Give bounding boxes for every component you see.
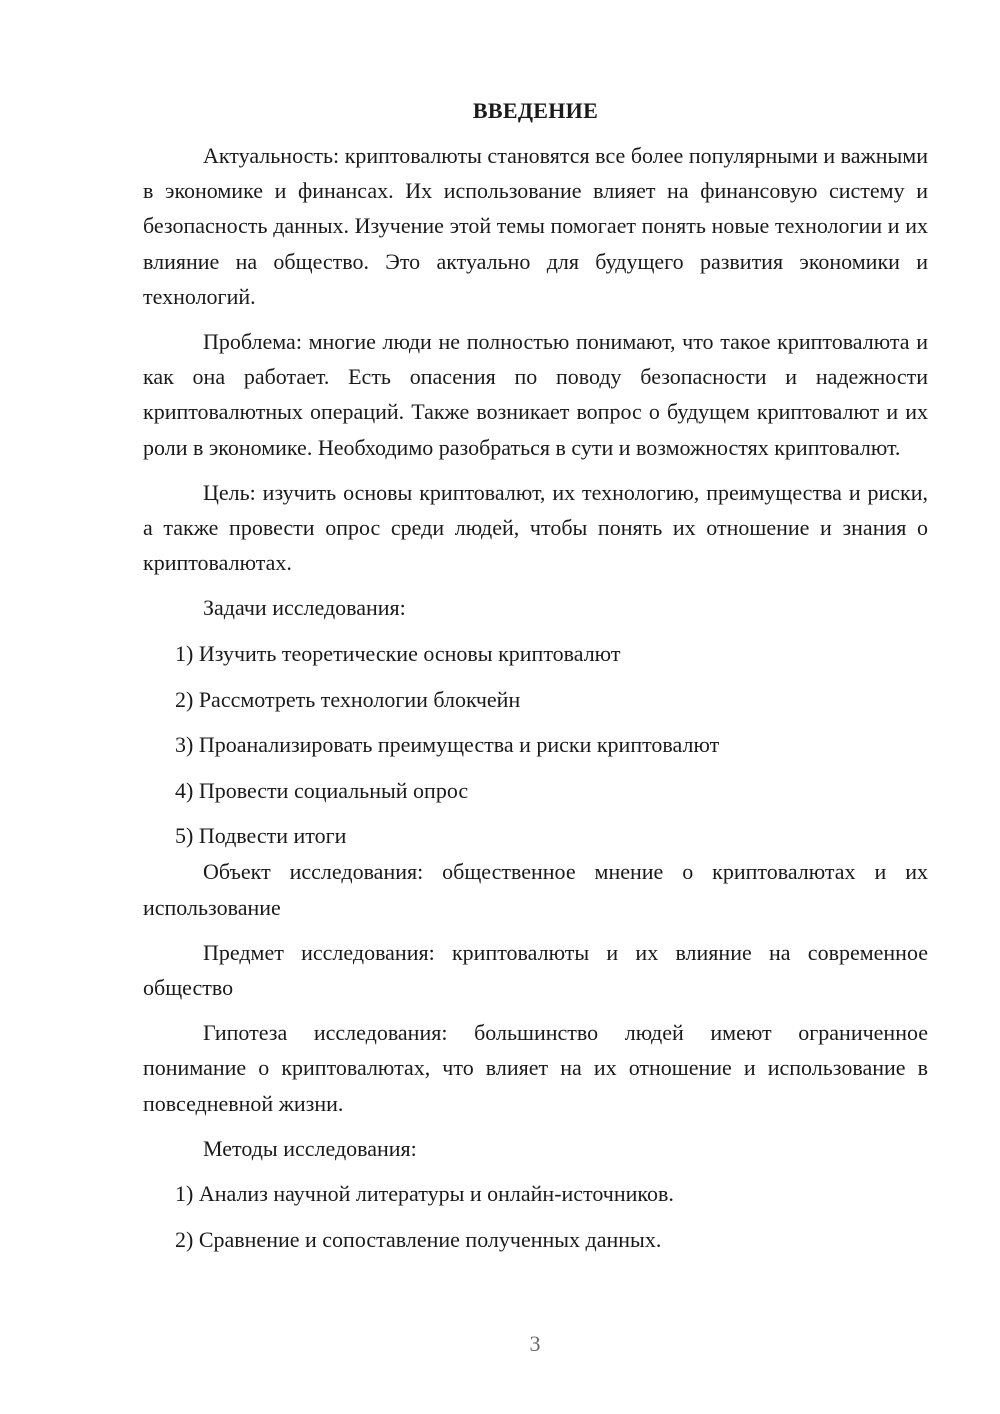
- document-page: [143, 96, 928, 1258]
- methods-heading: Методы исследования:: [203, 1135, 417, 1161]
- problem-paragraph: Проблема: многие люди не полностью понимают, что такое криптовалюта и как она работает. Есть опасения по поводу безопасности и надежности криптовалютных операций. Также возникает вопрос о будущем криптовалют и их роли в экономике. Необходимо разобраться в сути и возможностях криптовалют.: [143, 329, 928, 460]
- tasks-list: [143, 636, 928, 854]
- method-item: 2) Сравнение и сопоставление полученных данных.: [175, 1226, 662, 1252]
- relevance-paragraph: Актуальность: криптовалюты становятся все более популярными и важными в экономике и финансах. Их использование влияет на финансовую систему и безопасность данных. Изучение этой темы помогает понять новые технологии и их влияние на общество. Это актуально для будущего развития экономики и технологий.: [143, 143, 928, 309]
- task-item: 4) Провести социальный опрос: [175, 777, 469, 803]
- section-title: ВВЕДЕНИЕ: [472, 98, 599, 123]
- task-item: 3) Проанализировать преимущества и риски криптовалют: [175, 732, 720, 758]
- methods-list: [143, 1176, 928, 1258]
- page-number: 3: [529, 1331, 541, 1356]
- subject-paragraph: Предмет исследования: криптовалюты и их влияние на современное общество: [143, 939, 928, 1000]
- object-paragraph: Объект исследования: общественное мнение о криптовалютах и их использование: [143, 859, 928, 920]
- task-item: 1) Изучить теоретические основы криптовалют: [175, 640, 621, 666]
- task-item: 5) Подвести итоги: [175, 823, 347, 849]
- task-item: 2) Рассмотреть технологии блокчейн: [175, 686, 521, 712]
- hypothesis-paragraph: Гипотеза исследования: большинство людей имеют ограниченное понимание о криптовалютах, что влияет на их отношение и использование в повседневной жизни.: [143, 1020, 928, 1116]
- tasks-heading: Задачи исследования:: [203, 595, 406, 621]
- method-item: 1) Анализ научной литературы и онлайн-источников.: [175, 1181, 674, 1207]
- goal-paragraph: Цель: изучить основы криптовалют, их технологию, преимущества и риски, а также провести опрос среди людей, чтобы понять их отношение и знания о криптовалютах.: [143, 479, 928, 576]
